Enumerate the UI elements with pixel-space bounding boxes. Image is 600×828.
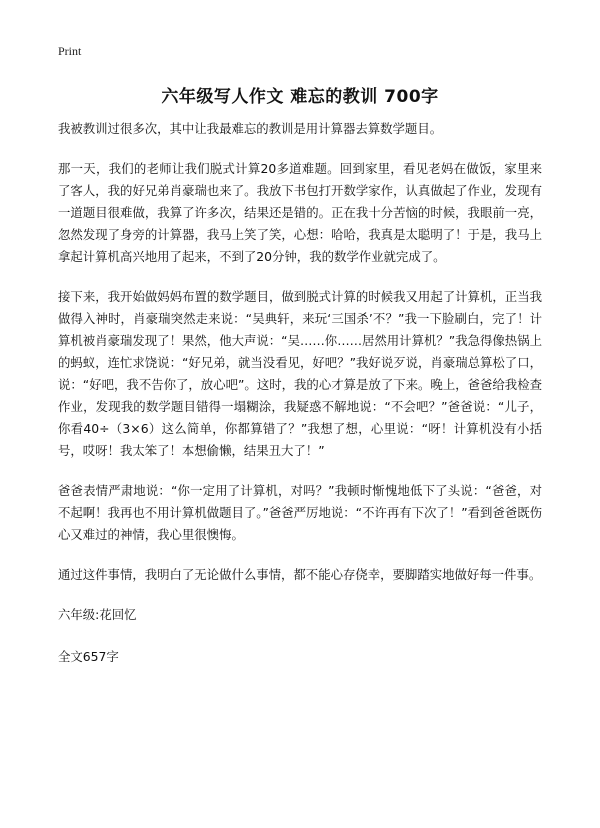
word-count: 全文657字 — [58, 649, 119, 664]
paragraph-1: 我被教训过很多次，其中让我最难忘的教训是用计算器去算数学题目。 — [58, 121, 443, 136]
author-line: 六年级:花回忆 — [58, 607, 137, 622]
paragraph-4: 爸爸表情严肃地说：“你一定用了计算机，对吗？”我顿时惭愧地低下了头说：“爸爸，对不起啊！我再也不用计算机做题目了。”爸爸严厉地说：“不许再有下次了！”看到爸爸既伤心又难过的神情，我心里很懊悔。 — [58, 483, 542, 542]
article-title: 六年级写人作文 难忘的教训 700字 — [161, 87, 439, 107]
paragraph-5: 通过这件事情，我明白了无论做什么事情，都不能心存侥幸，要脚踏实地做好每一件事。 — [58, 567, 542, 582]
paragraph-3: 接下来，我开始做妈妈布置的数学题目，做到脱式计算的时候我又用起了计算机，正当我做得入神时，肖豪瑞突然走来说：“吴典轩，来玩‘三国杀’不？”我一下脸刷白，完了！计算机被肖豪瑞发现了！果然，他大声说：“吴……你……居然用计算机？”我急得像热锅上的蚂蚁，连忙求饶说：“好兄弟，就当没看见，好吧？”我好说歹说，肖豪瑞总算松了口，说：“好吧，我不告你了，放心吧”。这时，我的心才算是放了下来。晚上，爸爸给我检查作业，发现我的数学题目错得一塌糊涂，我疑惑不解地说：“不会吧？”爸爸说：“儿子，你看40÷（3×6）这么简单，你都算错了？”我想了想，心里说：“呀！计算机没有小括号，哎呀！我太笨了！本想偷懒，结果丑大了！” — [58, 289, 542, 458]
print-link[interactable]: Print — [58, 44, 82, 58]
article-body — [58, 118, 542, 688]
paragraph-2: 那一天，我们的老师让我们脱式计算20多道难题。回到家里，看见老妈在做饭，家里来了客人，我的好兄弟肖豪瑞也来了。我放下书包打开数学家作，认真做起了作业，发现有一道题目很难做，我算了许多次，结果还是错的。正在我十分苦恼的时候，我眼前一亮，忽然发现了身旁的计算器，我马上笑了笑，心想：哈哈，我真是太聪明了！于是，我马上拿起计算机高兴地用了起来，不到了20分钟，我的数学作业就完成了。 — [58, 161, 542, 264]
